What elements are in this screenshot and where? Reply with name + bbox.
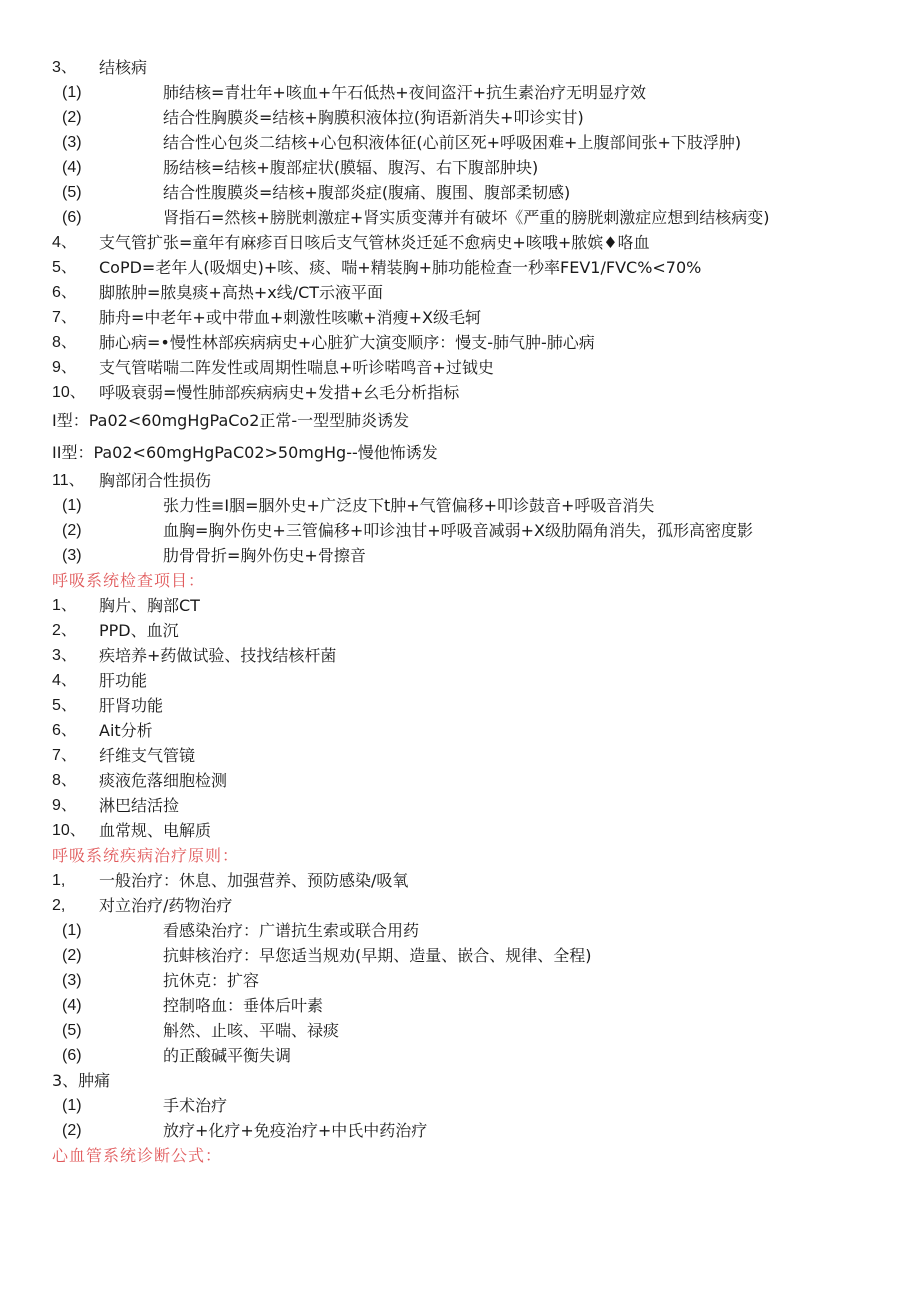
list-item (0, 380, 920, 405)
item-text: 疾培养+药做试验、技找结核杆菌 (99, 646, 337, 665)
item-text: I型：Pa02<60mgHgPaCo2正常-一型型肺炎诱发 (52, 411, 410, 430)
list-item (0, 718, 920, 743)
item-text: II型：Pa02<60mgHgPaC02>50mgHg--慢他怖诱发 (52, 443, 438, 462)
item-text: 肠结核=结核+腹部症状(膜辐、腹泻、右下腹部肿块) (163, 158, 539, 177)
list-item (0, 993, 920, 1018)
item-number: 7、 (52, 309, 77, 326)
item-number: (2) (62, 947, 82, 964)
list-item (0, 793, 920, 818)
item-number: 1、 (52, 597, 77, 614)
item-text: Ait分析 (99, 721, 153, 740)
list-item (0, 255, 920, 280)
item-text: 斛然、止咳、平喘、禄痰 (163, 1021, 340, 1040)
item-text: 结合性心包炎二结核+心包积液体征(心前区死+呼吸困难+上腹部间张+下肢浮肿) (163, 133, 742, 152)
item-number: 9、 (52, 359, 77, 376)
item-text: PPD、血沉 (99, 621, 179, 640)
item-number: 4、 (52, 234, 77, 251)
item-text: 抗蚌核治疗：早您适当规劝(早期、造量、嵌合、规律、全程) (163, 946, 592, 965)
item-number: 3、 (52, 59, 77, 76)
item-number: (2) (62, 109, 82, 126)
list-item (0, 668, 920, 693)
item-number: (4) (62, 997, 82, 1014)
item-number: (1) (62, 497, 82, 514)
item-number: 11、 (52, 472, 85, 489)
list-item (0, 518, 920, 543)
item-text: 手术治疗 (163, 1096, 228, 1115)
item-number: 6、 (52, 284, 77, 301)
item-number: 3、 (52, 647, 77, 664)
item-number: (2) (62, 1122, 82, 1139)
item-number: 6、 (52, 722, 77, 739)
item-number: (1) (62, 922, 82, 939)
list-item (0, 768, 920, 793)
list-item (0, 643, 920, 668)
item-number: 5、 (52, 259, 77, 276)
item-text: 抗休克：扩容 (163, 971, 260, 990)
item-text: 胸部闭合性损伤 (99, 471, 212, 490)
item-number: 2、 (52, 622, 77, 639)
list-item (0, 968, 920, 993)
item-text: 肝功能 (99, 671, 148, 690)
item-text: 肺舟=中老年+或中带血+刺激性咳嗽+消瘦+X级毛轲 (99, 308, 481, 327)
item-number: 5、 (52, 697, 77, 714)
section-heading-text: 呼吸系统疾病治疗原则： (52, 846, 240, 865)
list-item (0, 205, 920, 230)
item-number: 10、 (52, 822, 86, 839)
item-text: 对立治疗/药物治疗 (99, 896, 233, 915)
section-heading (0, 1143, 920, 1168)
list-item (0, 55, 920, 80)
item-text: 的正酸碱平衡失调 (163, 1046, 292, 1065)
item-number: 8、 (52, 334, 77, 351)
item-number: (3) (62, 134, 82, 151)
list-item (0, 943, 920, 968)
list-item (0, 1018, 920, 1043)
list-item (0, 893, 920, 918)
list-item (0, 493, 920, 518)
list-item (0, 868, 920, 893)
item-text: 血胸=胸外伤史+三管偏移+叩诊浊甘+呼吸音减弱+X级肋隔角消失，孤形高密度影 (163, 521, 753, 540)
item-text: 3、肿痛 (52, 1071, 111, 1090)
item-text: 胸片、胸部CT (99, 596, 200, 615)
item-text: 结合性腹膜炎=结核+腹部炎症(腹痛、腹围、腹部柔韧感) (163, 183, 571, 202)
section-heading-text: 呼吸系统检查项目： (52, 571, 206, 590)
item-number: (5) (62, 1022, 82, 1039)
item-number: (3) (62, 547, 82, 564)
item-number: 7、 (52, 747, 77, 764)
list-item (0, 1093, 920, 1118)
item-number: 8、 (52, 772, 77, 789)
item-text: 结核病 (99, 58, 148, 77)
list-item (0, 468, 920, 493)
item-number: 10、 (52, 384, 86, 401)
item-number: (1) (62, 84, 82, 101)
list-item (0, 180, 920, 205)
section-heading-text: 心血管系统诊断公式： (52, 1146, 223, 1165)
list-item (0, 155, 920, 180)
item-number: (1) (62, 1097, 82, 1114)
list-item (0, 1118, 920, 1143)
list-item (0, 818, 920, 843)
list-item (0, 280, 920, 305)
item-text: 脚脓肿=脓臭痰+高热+x线/CT示液平面 (99, 283, 384, 302)
item-number: 2, (52, 897, 66, 914)
list-item (0, 1068, 920, 1093)
list-item (0, 105, 920, 130)
item-text: 纤维支气管镜 (99, 746, 196, 765)
list-item (0, 408, 920, 433)
item-number: (3) (62, 972, 82, 989)
list-item (0, 593, 920, 618)
item-number: 4、 (52, 672, 77, 689)
item-text: 张力性≡I胭=胭外史+广泛皮下t肿+气管偏移+叩诊鼓音+呼吸音消失 (163, 496, 655, 515)
item-number: (2) (62, 522, 82, 539)
list-item (0, 80, 920, 105)
item-text: 痰液危落细胞检测 (99, 771, 228, 790)
list-item (0, 230, 920, 255)
item-text: 控制咯血：垂体后叶素 (163, 996, 324, 1015)
list-item (0, 355, 920, 380)
list-item (0, 440, 920, 465)
item-number: (5) (62, 184, 82, 201)
item-text: 血常规、电解质 (99, 821, 212, 840)
item-text: 淋巴结活捡 (99, 796, 180, 815)
section-heading (0, 843, 920, 868)
item-text: 结合性胸膜炎=结核+胸膜积液体拉(狗语新消失+叩诊实甘) (163, 108, 584, 127)
item-number: 9、 (52, 797, 77, 814)
item-number: (6) (62, 209, 82, 226)
item-text: 支气管喏喘二阵发性或周期性喘息+听诊喏鸣音+过钺史 (99, 358, 494, 377)
item-number: (6) (62, 1047, 82, 1064)
item-text: 肝肾功能 (99, 696, 164, 715)
list-item (0, 1043, 920, 1068)
item-text: CoPD=老年人(吸烟史)+咳、痰、喘+精装胸+肺功能检查一秒率FEV1/FVC%<70% (99, 258, 702, 277)
item-text: 放疗+化疗+免疫治疗+中氏中药治疗 (163, 1121, 428, 1140)
item-number: (4) (62, 159, 82, 176)
list-item (0, 618, 920, 643)
item-text: 看感染治疗：广谱抗生索或联合用药 (163, 921, 420, 940)
list-item (0, 330, 920, 355)
section-heading (0, 568, 920, 593)
item-text: 肺结核=青壮年+咳血+午石低热+夜间盗汗+抗生素治疗无明显疗效 (163, 83, 647, 102)
list-item (0, 743, 920, 768)
item-text: 支气管扩张=童年有麻疹百日咳后支气管林炎迁延不愈病史+咳哦+脓嫔♦咯血 (99, 233, 650, 252)
list-item (0, 305, 920, 330)
item-text: 一般治疗：休息、加强营养、预防感染/吸氧 (99, 871, 409, 890)
list-item (0, 693, 920, 718)
list-item (0, 918, 920, 943)
item-text: 呼吸衰弱=慢性肺部疾病病史+发措+幺毛分析指标 (99, 383, 460, 402)
item-number: 1, (52, 872, 66, 889)
item-text: 肾指石=然核+膀胱刺激症+肾实质变薄并有破坏《严重的膀胱刺激症应想到结核病变) (163, 208, 770, 227)
list-item (0, 130, 920, 155)
item-text: 肋骨骨折=胸外伤史+骨擦音 (163, 546, 366, 565)
item-text: 肺心病=•慢性林部疾病病史+心脏犷大演变顺序：慢支-肺气肿-肺心病 (99, 333, 595, 352)
list-item (0, 543, 920, 568)
